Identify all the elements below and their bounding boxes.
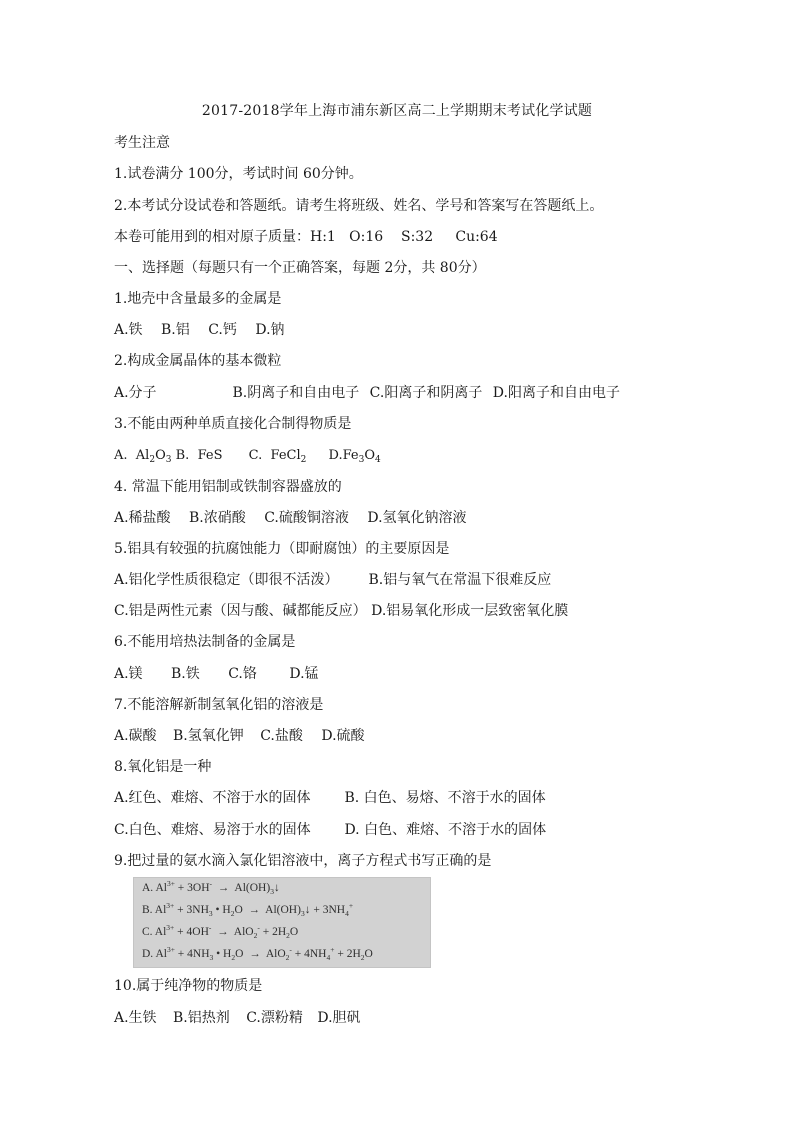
question-8-stem: 8.氧化铝是一种	[114, 759, 212, 775]
option-d: D.钠	[255, 322, 285, 338]
option-a: A.分子	[114, 385, 157, 401]
equation-option-d: D. $Al^{3+} + 4NH_3$ • $H_2O \to AlO_2^- + 4NH_4^+ + 2H_2O$	[142, 945, 373, 962]
option-c: C.硫酸铜溶液	[264, 510, 349, 526]
question-8-options-cd	[114, 820, 546, 840]
question-6-stem: 6.不能用培热法制备的金属是	[114, 634, 296, 650]
option-b: B.氢氧化钾	[173, 728, 244, 744]
question-5-options-ab	[114, 570, 551, 590]
equation-option-a: A. $Al^{3+} + 3OH^-$ → $Al(OH)_3↓$	[142, 879, 280, 896]
question-2-options	[114, 383, 620, 403]
option-a: A.碳酸	[114, 728, 157, 744]
question-8-options-ab	[114, 788, 546, 808]
option-c: C.阳离子和阴离子	[369, 385, 483, 401]
option-c: C.盐酸	[260, 728, 303, 744]
notice-item-1: 1.试卷满分 100分，考试时间 60分钟。	[114, 166, 363, 182]
option-a: A.红色、难熔、不溶于水的固体	[114, 790, 311, 806]
option-a: A.稀盐酸	[114, 510, 171, 526]
question-10-stem: 10.属于纯净物的物质是	[114, 978, 263, 994]
question-5-stem: 5.铝具有较强的抗腐蚀能力（即耐腐蚀）的主要原因是	[114, 541, 450, 557]
question-7-stem: 7.不能溶解新制氢氧化铝的溶液是	[114, 697, 324, 713]
question-3-options	[114, 446, 381, 466]
option-d: D.铝易氧化形成一层致密氧化膜	[371, 603, 569, 619]
notice-heading: 考生注意	[114, 135, 170, 151]
option-c: C.铝是两性元素（因与酸、碱都能反应）	[114, 603, 367, 619]
question-9-stem: 9.把过量的氨水滴入氯化铝溶液中，离子方程式书写正确的是	[114, 853, 492, 869]
question-5-options-cd	[114, 601, 568, 621]
option-b: B.铝与氧气在常温下很难反应	[368, 572, 552, 588]
option-c: C.白色、难熔、易溶于水的固体	[114, 822, 311, 838]
equation-options-image	[133, 877, 431, 968]
equation-option-c: C. $Al^{3+} + 4OH^- \to AlO_2^- + 2H_2O$	[142, 923, 299, 940]
option-d: D.阳离子和自由电子	[492, 385, 620, 401]
question-1-stem: 1.地壳中含量最多的金属是	[114, 291, 282, 307]
option-a: A.生铁	[114, 1010, 157, 1026]
option-b: B.铝热剂	[173, 1010, 230, 1026]
page-title: 2017-2018学年上海市浦东新区高二上学期期末考试化学试题	[201, 103, 593, 119]
question-4-stem: 4. 常温下能用铝制或铁制容器盛放的	[114, 479, 342, 495]
option-a: A.铝化学性质很稳定（即很不活泼）	[114, 572, 339, 588]
question-10-options	[114, 1008, 361, 1028]
option-b: B.浓硝酸	[189, 510, 246, 526]
question-1-options	[114, 320, 285, 340]
option-d: $D.Fe_3O_4$	[328, 448, 381, 465]
question-6-options	[114, 664, 319, 684]
question-7-options	[114, 726, 365, 746]
equation-option-b: B. $Al^{3+} + 3NH_3$ • $H_2O$ → $Al(OH)_3↓ + 3NH_4^+$	[142, 901, 354, 918]
option-a: A.镁	[114, 666, 143, 682]
option-d: D. 白色、难熔、不溶于水的固体	[344, 822, 547, 838]
notice-item-2: 2.本考试分设试卷和答题纸。请考生将班级、姓名、学号和答案写在答题纸上。	[114, 198, 604, 214]
option-c: C.铬	[228, 666, 257, 682]
section-heading: 一、选择题（每题只有一个正确答案，每题 2分，共 80分）	[114, 260, 486, 276]
option-c: C. FeCl$_2$	[248, 448, 307, 465]
option-c: C.钙	[208, 322, 237, 338]
option-b: B. 白色、易熔、不溶于水的固体	[344, 790, 546, 806]
option-d: D.锰	[289, 666, 319, 682]
option-d: D.胆矾	[317, 1010, 361, 1026]
option-a: A.铁	[114, 322, 143, 338]
option-d: D.硫酸	[321, 728, 365, 744]
question-3-stem: 3.不能由两种单质直接化合制得物质是	[114, 416, 352, 432]
option-a: A. $Al_2O_3$	[114, 448, 172, 465]
atomic-mass-line: 本卷可能用到的相对原子质量：H:1 O:16 S:32 Cu:64	[114, 229, 498, 245]
option-c: C.漂粉精	[246, 1010, 303, 1026]
option-b: B. FeS	[175, 448, 223, 463]
question-4-options	[114, 508, 467, 528]
question-2-stem: 2.构成金属晶体的基本微粒	[114, 353, 282, 369]
option-d: D.氢氧化钠溶液	[367, 510, 467, 526]
option-b: B.铁	[171, 666, 200, 682]
option-b: B.阴离子和自由电子	[232, 385, 360, 401]
option-b: B.铝	[161, 322, 190, 338]
